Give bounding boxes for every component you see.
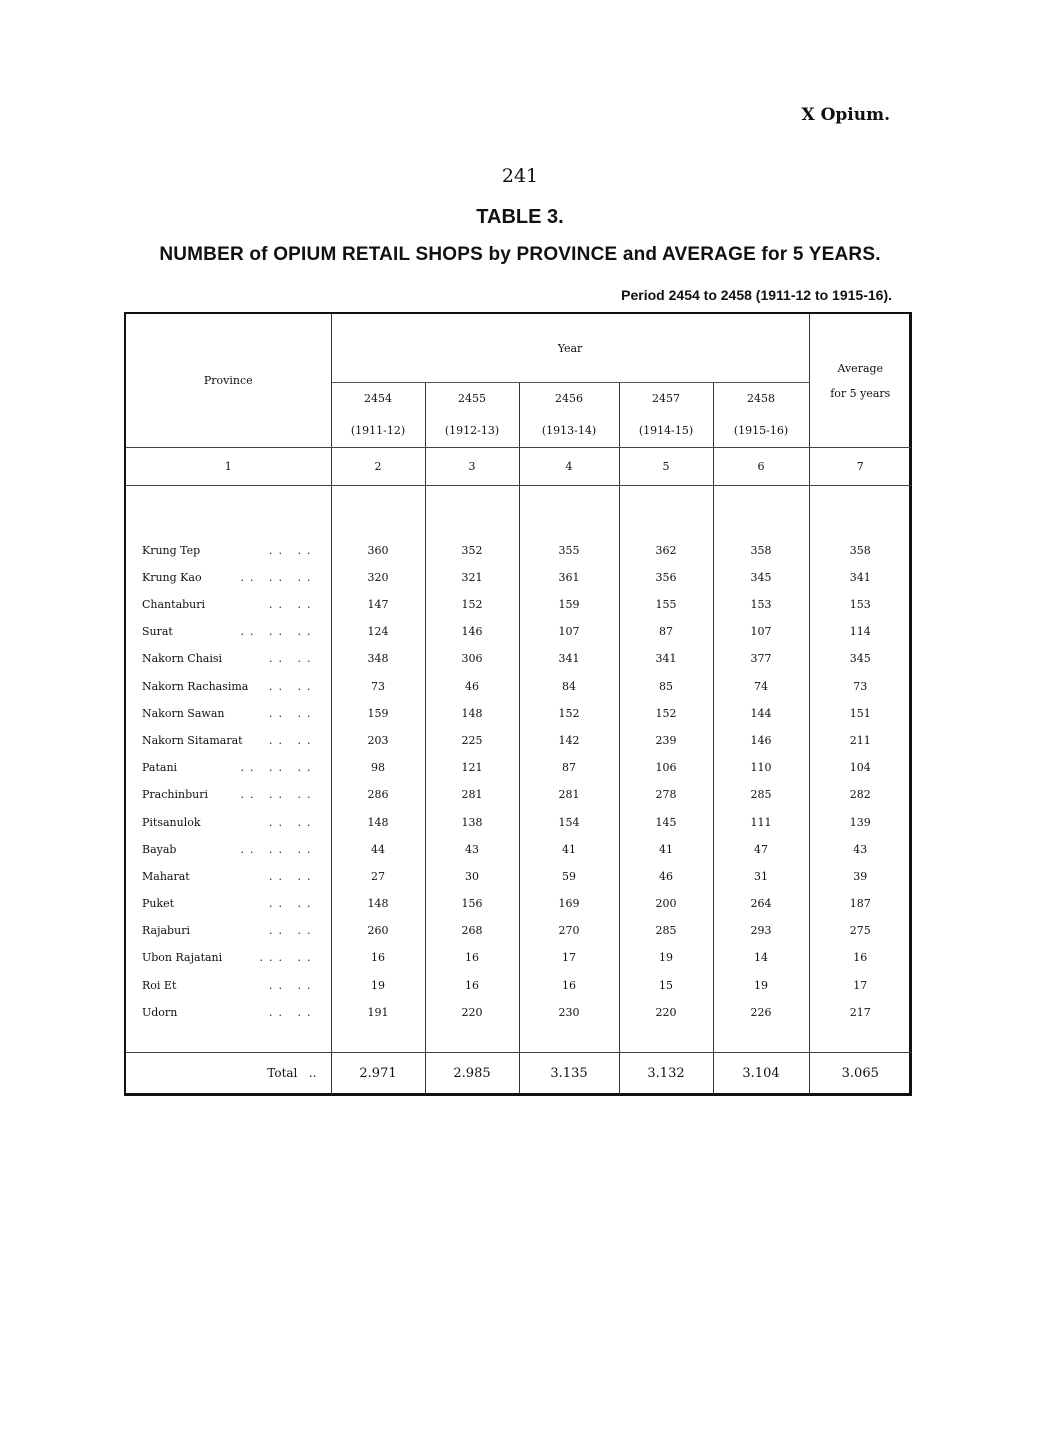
spacer-cell [331, 486, 425, 537]
spacer-cell [425, 486, 519, 537]
year-value-cell: 152 [619, 700, 713, 727]
leader-dots: .. .. .. [240, 842, 317, 856]
province-cell [126, 645, 331, 672]
year-value-cell: 345 [713, 564, 809, 591]
year-value-cell: 87 [519, 754, 619, 781]
year-value-cell: 85 [619, 673, 713, 700]
leader-dots: ... .. [259, 951, 317, 965]
average-header [809, 314, 911, 448]
province-cell [126, 836, 331, 863]
province-cell [126, 781, 331, 808]
leader-dots: .. .. [269, 1005, 317, 1019]
leader-dots: .. .. .. [240, 625, 317, 639]
leader-dots: .. .. .. [240, 570, 317, 584]
spacer-row [126, 486, 911, 537]
year-value-cell: 152 [425, 591, 519, 618]
year-value-cell: 152 [519, 700, 619, 727]
year-value-cell: 146 [425, 618, 519, 645]
average-value-cell: 39 [853, 869, 868, 883]
leader-dots: .. .. [269, 734, 317, 747]
year-value-cell: 356 [619, 564, 713, 591]
year-value-cell: 230 [519, 999, 619, 1026]
average-header-line1: Average [837, 361, 884, 375]
province-name: Pitsanulok [142, 815, 201, 829]
year-value-cell: 84 [519, 673, 619, 700]
province-header-label: Province [203, 374, 253, 387]
total-value-cell: 3.135 [519, 1053, 619, 1094]
year-value-cell: 148 [331, 890, 425, 917]
year-value-cell: 156 [425, 890, 519, 917]
average-value-cell: 282 [849, 788, 871, 802]
table-row [126, 618, 911, 645]
year-value-cell: 154 [519, 808, 619, 835]
average-value-cell: 211 [849, 734, 871, 747]
province-name: Puket [142, 897, 175, 911]
province-cell [126, 618, 331, 645]
province-cell [126, 917, 331, 944]
average-value-cell: 151 [849, 706, 871, 720]
province-name: Krung Kao [142, 570, 202, 584]
year-value-cell: 153 [713, 591, 809, 618]
year-header-label: Year [557, 341, 583, 355]
year-value-cell: 225 [425, 727, 519, 754]
year-value-cell: 341 [519, 645, 619, 672]
year-be-cell: 2458 [713, 383, 809, 414]
footer-spacer-row [126, 1026, 911, 1053]
table-title: NUMBER of OPIUM RETAIL SHOPS by PROVINCE and AVERAGE for 5 YEARS. [159, 244, 881, 265]
year-value-cell: 260 [331, 917, 425, 944]
table-row [126, 645, 911, 672]
year-value-cell: 17 [519, 944, 619, 971]
year-value-cell: 111 [713, 808, 809, 835]
year-value-cell: 321 [425, 564, 519, 591]
year-be-cell: 2454 [331, 383, 425, 414]
year-value-cell: 203 [331, 727, 425, 754]
year-value-cell: 98 [331, 754, 425, 781]
year-value-cell: 169 [519, 890, 619, 917]
table-row [126, 917, 911, 944]
province-cell [126, 890, 331, 917]
year-ce-cell: (1912-13) [425, 413, 519, 448]
province-cell [126, 673, 331, 700]
province-name: Chantaburi [142, 598, 206, 612]
province-name: Nakorn Sawan [142, 706, 225, 720]
leader-dots: .. .. [269, 543, 317, 557]
year-value-cell: 16 [331, 944, 425, 971]
year-value-cell: 352 [425, 537, 519, 564]
total-value-cell: 3.132 [619, 1053, 713, 1094]
spacer-cell [519, 486, 619, 537]
average-value-cell: 345 [849, 652, 871, 666]
year-value-cell: 306 [425, 645, 519, 672]
average-value-cell: 217 [849, 1005, 871, 1019]
leader-dots: .. .. [269, 598, 317, 612]
total-value-cell: 3.104 [713, 1053, 809, 1094]
year-value-cell: 147 [331, 591, 425, 618]
table-row [126, 591, 911, 618]
table-row [126, 673, 911, 700]
year-ce-cell: (1911-12) [331, 413, 425, 448]
average-value-cell: 358 [849, 543, 871, 557]
year-value-cell: 148 [331, 808, 425, 835]
column-number: 1 [126, 448, 331, 486]
year-value-cell: 286 [331, 781, 425, 808]
year-value-cell: 106 [619, 754, 713, 781]
year-value-cell: 47 [713, 836, 809, 863]
year-value-cell: 46 [425, 673, 519, 700]
year-value-cell: 281 [425, 781, 519, 808]
province-cell [126, 944, 331, 971]
total-label: Total [267, 1066, 298, 1080]
year-value-cell: 27 [331, 863, 425, 890]
year-value-cell: 121 [425, 754, 519, 781]
year-value-cell: 377 [713, 645, 809, 672]
table-row [126, 781, 911, 808]
province-cell [126, 591, 331, 618]
year-value-cell: 74 [713, 673, 809, 700]
average-value-cell: 17 [853, 978, 868, 992]
year-value-cell: 220 [425, 999, 519, 1026]
average-value-cell: 73 [853, 679, 868, 693]
spacer-cell [331, 1026, 425, 1053]
leader-dots: .. .. [269, 869, 317, 883]
table-row [126, 890, 911, 917]
province-name: Krung Tep [142, 543, 201, 557]
spacer-cell [809, 486, 911, 537]
year-value-cell: 110 [713, 754, 809, 781]
table-row [126, 808, 911, 835]
table-row [126, 971, 911, 998]
province-name: Patani [142, 761, 178, 775]
leader-dots: .. .. [269, 706, 317, 720]
province-name: Nakorn Sitamarat [142, 734, 243, 747]
table-row [126, 836, 911, 863]
spacer-cell [126, 486, 331, 537]
column-number: 2 [331, 448, 425, 486]
total-label-cell [126, 1053, 331, 1094]
province-name: Prachinburi [142, 788, 208, 802]
table-row [126, 944, 911, 971]
year-value-cell: 226 [713, 999, 809, 1026]
year-value-cell: 46 [619, 863, 713, 890]
province-cell [126, 754, 331, 781]
year-header [331, 314, 809, 383]
year-value-cell: 278 [619, 781, 713, 808]
year-value-cell: 142 [519, 727, 619, 754]
year-value-cell: 362 [619, 537, 713, 564]
average-value-cell: 139 [849, 815, 871, 829]
table-row [126, 537, 911, 564]
province-name: Roi Et [142, 978, 177, 992]
spacer-cell [809, 1026, 911, 1053]
leader-dots: .. .. .. [240, 788, 317, 802]
year-value-cell: 19 [619, 944, 713, 971]
year-value-cell: 285 [619, 917, 713, 944]
column-number: 3 [425, 448, 519, 486]
province-cell [126, 564, 331, 591]
average-value-cell: 153 [849, 598, 871, 612]
average-header-line2: for 5 years [830, 386, 891, 400]
year-value-cell: 43 [425, 836, 519, 863]
year-value-cell: 41 [619, 836, 713, 863]
average-value-cell: 43 [853, 842, 868, 856]
total-row [126, 1053, 911, 1094]
year-value-cell: 31 [713, 863, 809, 890]
average-value-cell: 341 [849, 570, 871, 584]
province-cell [126, 727, 331, 754]
spacer-cell [425, 1026, 519, 1053]
spacer-cell [619, 1026, 713, 1053]
province-name: Surat [142, 625, 173, 639]
table-row [126, 700, 911, 727]
year-value-cell: 44 [331, 836, 425, 863]
year-value-cell: 159 [519, 591, 619, 618]
total-value-cell: 2.985 [425, 1053, 519, 1094]
year-value-cell: 358 [713, 537, 809, 564]
spacer-cell [713, 486, 809, 537]
average-value-cell: 114 [849, 625, 871, 639]
page-number: 241 [501, 165, 539, 187]
year-value-cell: 191 [331, 999, 425, 1026]
column-number: 4 [519, 448, 619, 486]
leader-dots: .. .. [269, 897, 317, 911]
average-value-cell: 104 [849, 761, 871, 775]
year-value-cell: 19 [713, 971, 809, 998]
year-value-cell: 264 [713, 890, 809, 917]
year-ce-cell: (1915-16) [713, 413, 809, 448]
section-header: X Opium. [801, 105, 890, 125]
year-value-cell: 30 [425, 863, 519, 890]
table-row [126, 863, 911, 890]
province-name: Udorn [142, 1005, 178, 1019]
period-note: Period 2454 to 2458 (1911-12 to 1915-16). [621, 287, 892, 303]
spacer-cell [126, 1026, 331, 1053]
average-value-cell: 275 [849, 924, 871, 938]
year-value-cell: 15 [619, 971, 713, 998]
leader-dots: .. .. [269, 652, 317, 666]
column-number: 7 [809, 448, 911, 486]
year-value-cell: 41 [519, 836, 619, 863]
province-name: Bayab [142, 842, 177, 856]
year-value-cell: 107 [519, 618, 619, 645]
year-value-cell: 16 [425, 971, 519, 998]
year-value-cell: 144 [713, 700, 809, 727]
opium-shops-table-frame [124, 312, 912, 1096]
leader-dots: .. .. [269, 978, 317, 992]
year-value-cell: 355 [519, 537, 619, 564]
year-value-cell: 200 [619, 890, 713, 917]
spacer-cell [713, 1026, 809, 1053]
year-value-cell: 124 [331, 618, 425, 645]
year-value-cell: 107 [713, 618, 809, 645]
province-name: Ubon Rajatani [142, 951, 223, 965]
year-ce-cell: (1914-15) [619, 413, 713, 448]
year-value-cell: 285 [713, 781, 809, 808]
year-value-cell: 16 [425, 944, 519, 971]
year-value-cell: 73 [331, 673, 425, 700]
province-name: Nakorn Rachasima [142, 679, 249, 693]
year-be-cell: 2457 [619, 383, 713, 414]
year-value-cell: 145 [619, 808, 713, 835]
year-be-cell: 2456 [519, 383, 619, 414]
year-be-cell: 2455 [425, 383, 519, 414]
province-cell [126, 537, 331, 564]
province-cell [126, 971, 331, 998]
year-value-cell: 281 [519, 781, 619, 808]
province-name: Maharat [142, 869, 190, 883]
spacer-cell [619, 486, 713, 537]
province-cell [126, 863, 331, 890]
year-value-cell: 59 [519, 863, 619, 890]
column-number: 5 [619, 448, 713, 486]
total-average-cell: 3.065 [809, 1053, 911, 1094]
average-value-cell: 16 [853, 951, 868, 965]
year-value-cell: 268 [425, 917, 519, 944]
leader-dots: .. .. [269, 679, 317, 693]
total-value-cell: 2.971 [331, 1053, 425, 1094]
year-value-cell: 293 [713, 917, 809, 944]
year-value-cell: 146 [713, 727, 809, 754]
year-value-cell: 14 [713, 944, 809, 971]
year-value-cell: 16 [519, 971, 619, 998]
year-value-cell: 220 [619, 999, 713, 1026]
leader-dots: .. .. [269, 924, 317, 938]
province-cell [126, 700, 331, 727]
year-value-cell: 239 [619, 727, 713, 754]
province-name: Nakorn Chaisi [142, 652, 223, 666]
year-value-cell: 360 [331, 537, 425, 564]
year-value-cell: 270 [519, 917, 619, 944]
year-value-cell: 341 [619, 645, 713, 672]
total-dots: .. [308, 1066, 317, 1080]
table-row [126, 564, 911, 591]
province-cell [126, 808, 331, 835]
table-row [126, 999, 911, 1026]
year-value-cell: 19 [331, 971, 425, 998]
year-value-cell: 138 [425, 808, 519, 835]
table-body [126, 486, 911, 1027]
table-row [126, 727, 911, 754]
province-cell [126, 999, 331, 1026]
column-number: 6 [713, 448, 809, 486]
leader-dots: .. .. [269, 815, 317, 829]
table-row [126, 754, 911, 781]
province-name: Rajaburi [142, 924, 190, 938]
province-header [126, 314, 331, 448]
year-value-cell: 348 [331, 645, 425, 672]
average-value-cell: 187 [849, 897, 871, 911]
year-value-cell: 159 [331, 700, 425, 727]
opium-shops-table [126, 314, 911, 1093]
year-ce-cell: (1913-14) [519, 413, 619, 448]
year-value-cell: 87 [619, 618, 713, 645]
leader-dots: .. .. .. [240, 761, 317, 775]
year-value-cell: 361 [519, 564, 619, 591]
year-value-cell: 148 [425, 700, 519, 727]
year-value-cell: 320 [331, 564, 425, 591]
spacer-cell [519, 1026, 619, 1053]
table-label: TABLE 3. [476, 206, 564, 228]
year-value-cell: 155 [619, 591, 713, 618]
